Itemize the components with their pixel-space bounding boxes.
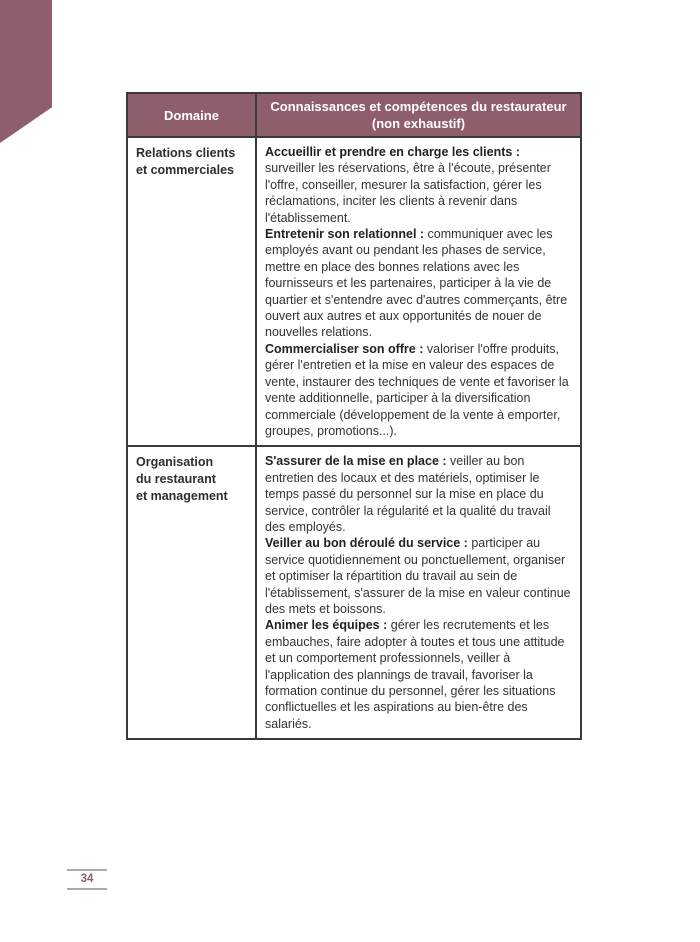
table-row <box>127 137 581 446</box>
competency-item: S'assurer de la mise en place : veiller au bon entretien des locaux et des matériels, optimiser le temps passé du personnel sur la mise en place du service, contrôler la régularité et la qualité du travail des employés. <box>265 454 551 534</box>
domain-column-header <box>127 93 256 137</box>
page-number: 34 <box>80 873 94 885</box>
competency-lead: Accueillir et prendre en charge les clients : <box>265 145 520 159</box>
header-row <box>127 93 581 137</box>
competency-item: Animer les équipes : gérer les recrutements et les embauches, faire adopter à toutes et tous une attitude et un comportement professionnels, veiller à l'application des plannings de travail, favoriser la formation continue du personnel, gérer les situations conflictuelles et les aspirations au bien-être des salariés. <box>265 618 565 731</box>
domain-line: Organisation <box>136 455 214 470</box>
competency-lead: S'assurer de la mise en place : <box>265 454 447 469</box>
domain-cell <box>127 137 256 446</box>
table-header <box>127 93 581 137</box>
competencies-column-header-line1: Connaissances et compétences du restaurateur <box>270 99 567 114</box>
competency-lead: Veiller au bon déroulé du service : <box>265 536 468 551</box>
competency-lead: Commercialiser son offre : <box>265 341 424 356</box>
competency-lead: Entretenir son relationnel : <box>265 227 425 242</box>
competencies-column-header <box>256 93 581 137</box>
competencies-table <box>126 92 582 740</box>
domain-line: du restaurant <box>136 472 216 487</box>
competency-item: Veiller au bon déroulé du service : participer au service quotidiennement ou ponctuellement, organiser et optimiser la répartition du travail au sein de l'établissement, s'assurer de la mise en valeur continue des mets et boissons. <box>265 536 571 616</box>
table-body <box>127 137 581 739</box>
corner-accent-shape <box>0 0 52 143</box>
table-row <box>127 446 581 739</box>
competency-item: Entretenir son relationnel : communiquer avec les employés avant ou pendant les phases de service, mettre en place des bonnes relations avec les fournisseurs et les partenaires, participer à la vie de quartier et s'entendre avec d'autres commerçants, être ouvert aux autres et aux opportunités de nouer de nouvelles relations. <box>265 227 568 340</box>
competencies-cell <box>256 137 581 446</box>
page-number-block <box>67 869 107 890</box>
competency-item: Accueillir et prendre en charge les clients : surveiller les réservations, être à l'écoute, présenter l'offre, conseiller, mesurer la satisfaction, gérer les réclamations, inciter les clients à revenir dans l'établissement. <box>265 145 551 225</box>
competency-lead: Animer les équipes : <box>265 618 388 633</box>
competencies-cell <box>256 446 581 739</box>
domain-column-header-label: Domaine <box>164 107 219 123</box>
competency-item: Commercialiser son offre : valoriser l'offre produits, gérer l'entretien et la mise en valeur des espaces de vente, instaurer des techniques de vente et favoriser la vente additionnelle, participer à la diversification commerciale (développement de la vente à emporter, groupes, promotions...). <box>265 341 569 438</box>
page-number-rule-bottom <box>67 888 107 890</box>
competencies-column-header-line2: (non exhaustif) <box>371 116 466 131</box>
domain-cell <box>127 446 256 739</box>
domain-line: et management <box>136 489 228 504</box>
domain-line: Relations clients <box>136 146 236 160</box>
domain-line: et commerciales <box>136 163 234 177</box>
